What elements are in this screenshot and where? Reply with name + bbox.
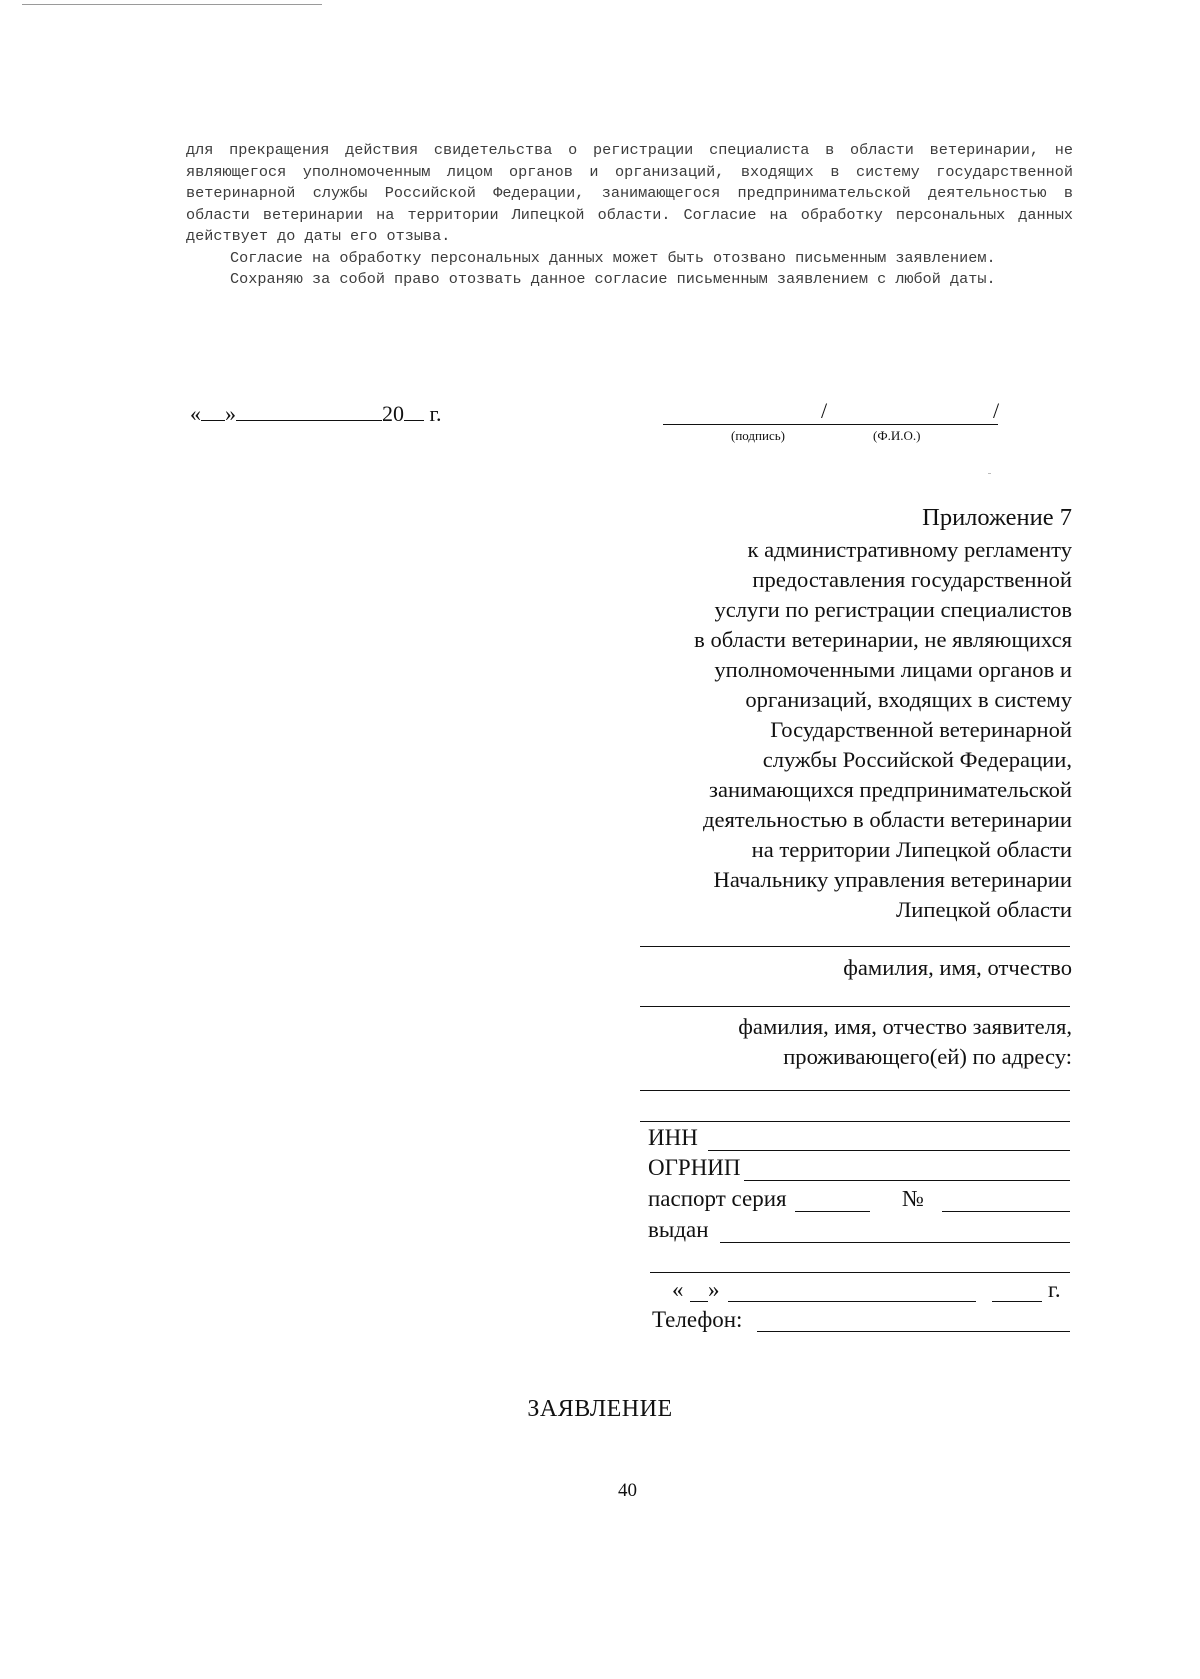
issued-field[interactable] xyxy=(720,1242,1070,1243)
date-year-suffix: г. xyxy=(429,401,442,426)
issued-label: выдан xyxy=(648,1217,709,1242)
passport-number-label: № xyxy=(902,1186,924,1211)
issued-field-continued[interactable] xyxy=(650,1272,1070,1273)
appendix-line: в области ветеринарии, не являющихся xyxy=(694,627,1072,652)
applicant-caption-1: фамилия, имя, отчество заявителя, xyxy=(738,1014,1072,1039)
appendix-title: Приложение 7 xyxy=(922,504,1072,531)
issue-year-suffix: г. xyxy=(1048,1277,1061,1302)
date-year-blank[interactable] xyxy=(404,400,424,421)
signature-block xyxy=(663,398,1003,442)
inn-field[interactable] xyxy=(708,1150,1070,1151)
fio-slash: / xyxy=(993,398,1000,423)
date-day-blank[interactable] xyxy=(201,400,225,421)
issue-day-field[interactable] xyxy=(690,1301,708,1302)
appendix-line: на территории Липецкой области xyxy=(751,837,1072,862)
appendix-line: службы Российской Федерации, xyxy=(762,747,1072,772)
page-number: 40 xyxy=(618,1480,637,1501)
address-line-1[interactable] xyxy=(640,1090,1070,1091)
appendix-header xyxy=(552,503,1072,925)
date-open-quote: « xyxy=(190,401,201,426)
appendix-line: к административному регламенту xyxy=(747,537,1072,562)
date-close-quote: » xyxy=(225,401,236,426)
applicant-fio-line[interactable] xyxy=(640,1006,1070,1007)
ogrnip-label: ОГРНИП xyxy=(648,1155,741,1180)
appendix-line: Государственной ветеринарной xyxy=(770,717,1072,742)
passport-series-field[interactable] xyxy=(795,1211,870,1212)
recipient-fio-caption: фамилия, имя, отчество xyxy=(843,955,1072,980)
statement-title: ЗАЯВЛЕНИЕ xyxy=(527,1396,673,1422)
consent-text xyxy=(186,140,1073,291)
appendix-line: Липецкой области xyxy=(895,897,1072,922)
consent-paragraph-1: для прекращения действия свидетельства о регистрации специалиста в области ветеринарии, не являющегося уполномоченным лицом органов и организаций, входящих в систему государственной ветеринарной службы Российской Федерации, занимающегося предпринимательской деятельностью в области ветеринарии на территории Липецкой области. Согласие на обработку персональных данных действует до даты его отзыва. xyxy=(186,141,1073,245)
ogrnip-field[interactable] xyxy=(744,1180,1070,1181)
scan-speck xyxy=(988,473,991,474)
signature-line[interactable] xyxy=(663,424,998,425)
appendix-line: Начальнику управления ветеринарии xyxy=(713,867,1072,892)
date-year-prefix: 20 xyxy=(382,401,404,426)
passport-series-label: паспорт серия xyxy=(648,1186,787,1211)
header-rule xyxy=(22,4,322,5)
appendix-line: организаций, входящих в систему xyxy=(745,687,1072,712)
issue-year-field[interactable] xyxy=(992,1301,1042,1302)
passport-number-field[interactable] xyxy=(942,1211,1070,1212)
signature-caption: (подпись) xyxy=(731,428,785,443)
address-line-2[interactable] xyxy=(640,1121,1070,1122)
appendix-line: услуги по регистрации специалистов xyxy=(714,597,1072,622)
date-month-blank[interactable] xyxy=(236,400,382,421)
fio-caption: (Ф.И.О.) xyxy=(873,428,921,443)
phone-label: Телефон: xyxy=(652,1307,743,1332)
signature-slash: / xyxy=(821,398,828,423)
issue-month-field[interactable] xyxy=(728,1301,976,1302)
issue-date-open-quote: « xyxy=(672,1277,684,1302)
appendix-line: занимающихся предпринимательской xyxy=(709,777,1072,802)
inn-label: ИНН xyxy=(648,1125,698,1150)
appendix-line: предоставления государственной xyxy=(752,567,1072,592)
consent-date-line xyxy=(190,400,442,427)
recipient-fio-line[interactable] xyxy=(640,946,1070,947)
consent-paragraph-3: Сохраняю за собой право отозвать данное согласие письменным заявлением с любой даты. xyxy=(230,270,996,288)
applicant-caption-2: проживающего(ей) по адресу: xyxy=(783,1044,1072,1069)
phone-field[interactable] xyxy=(757,1331,1070,1332)
appendix-line: деятельностью в области ветеринарии xyxy=(702,807,1072,832)
consent-paragraph-2: Согласие на обработку персональных данных может быть отозвано письменным заявлением. xyxy=(230,248,996,267)
appendix-line: уполномоченными лицами органов и xyxy=(714,657,1072,682)
issue-date-close-quote: » xyxy=(708,1277,720,1302)
